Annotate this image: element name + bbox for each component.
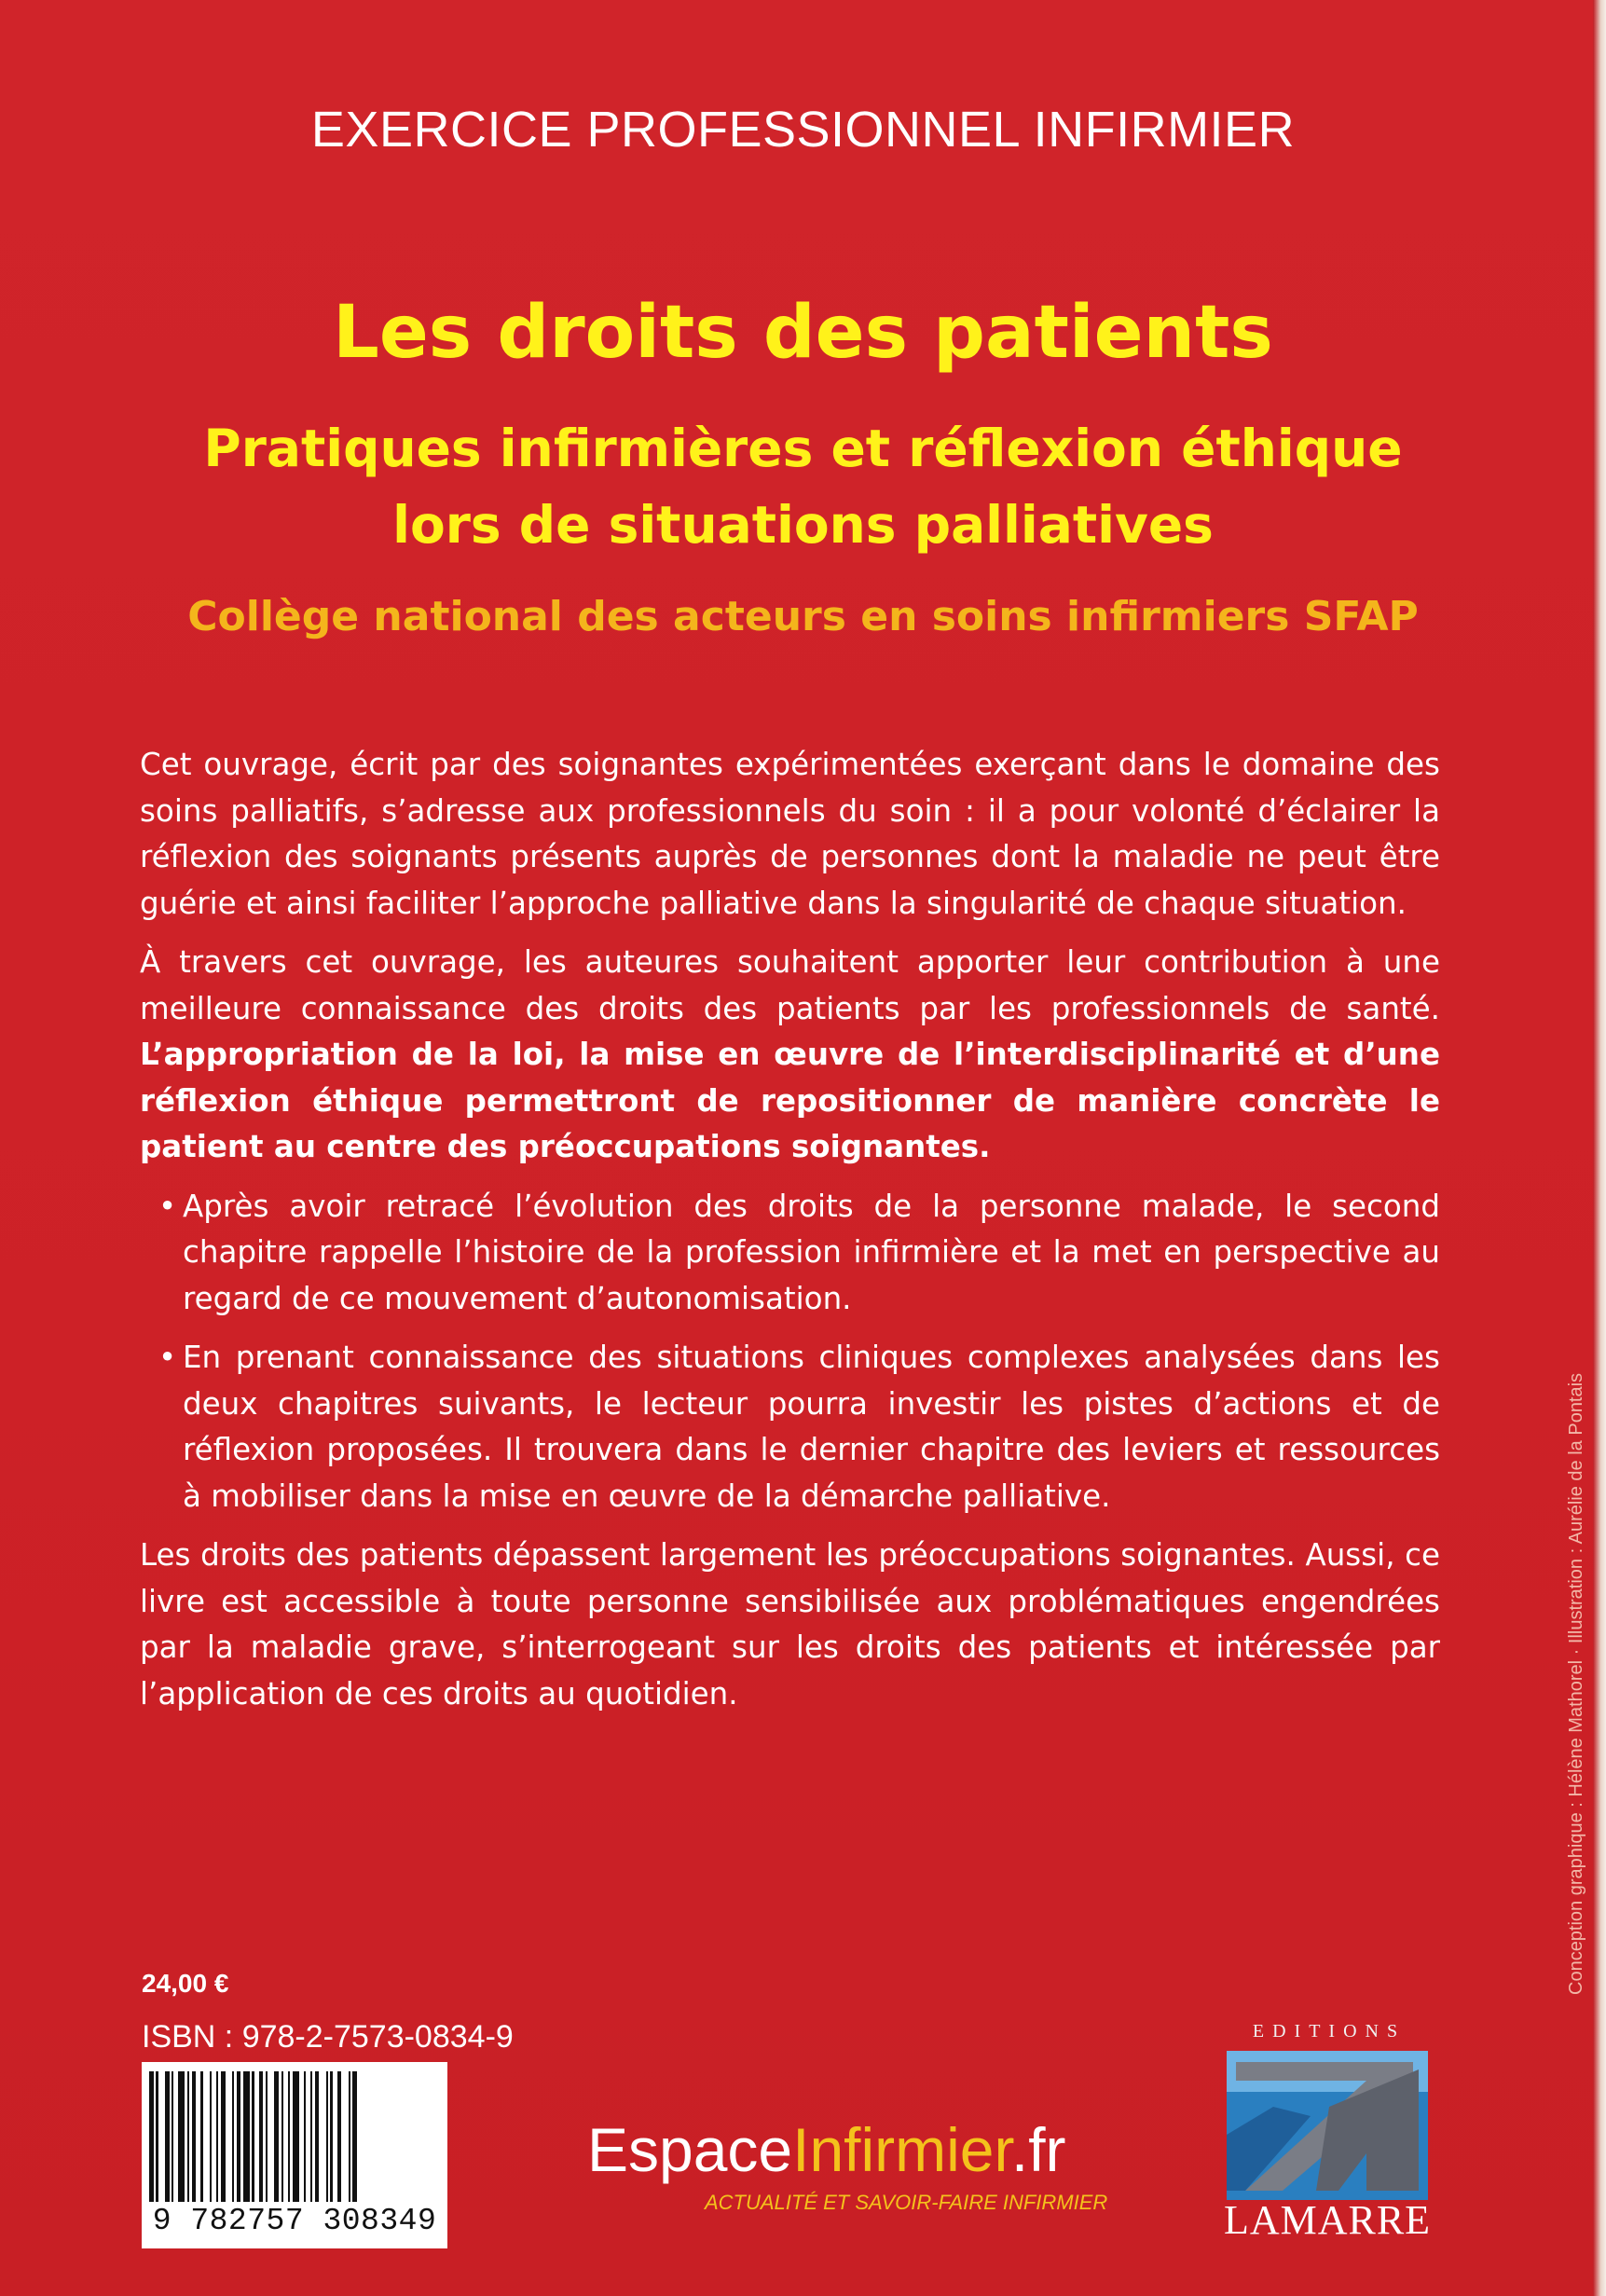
blurb xyxy=(140,742,1440,1730)
barcode-bar xyxy=(304,2071,306,2202)
site-name-part-3: .fr xyxy=(1010,2115,1066,2184)
barcode-bar xyxy=(156,2071,158,2202)
barcode-bar xyxy=(237,2071,241,2202)
author-college: Collège national des acteurs en soins infirmiers SFAP xyxy=(187,593,1419,640)
barcode xyxy=(142,2062,447,2248)
barcode-bar xyxy=(243,2071,250,2202)
barcode-bar xyxy=(326,2071,328,2202)
barcode-bar xyxy=(288,2071,290,2202)
barcode-digits: 9 782757 308349 xyxy=(152,2204,437,2238)
barcode-bar xyxy=(349,2071,350,2202)
publisher-label: EDITIONS xyxy=(1252,2021,1407,2042)
barcode-bar xyxy=(281,2071,283,2202)
barcode-bar xyxy=(172,2071,173,2202)
barcode-bar xyxy=(274,2071,279,2202)
design-credit: Conception graphique : Hélène Mathorel · Illustration : Aurélie de la Pontais xyxy=(1566,1372,1586,1995)
barcode-bar xyxy=(178,2071,185,2202)
barcode-bar xyxy=(210,2071,212,2202)
series-heading: EXERCICE PROFESSIONNEL INFIRMIER xyxy=(310,102,1296,158)
barcode-bar xyxy=(149,2071,154,2202)
bullet-dot-icon: • xyxy=(158,1188,177,1224)
bullet-item xyxy=(158,1184,1440,1323)
book-title: Les droits des patients xyxy=(333,291,1273,375)
blurb-bullet-list xyxy=(140,1184,1440,1520)
publisher-logo-icon xyxy=(1227,2051,1428,2200)
price: 24,00 € xyxy=(142,1969,229,1998)
barcode-bar xyxy=(310,2071,312,2202)
barcode-bar xyxy=(221,2071,226,2202)
book-subtitle xyxy=(0,410,1606,563)
barcode-bar xyxy=(187,2071,189,2202)
publisher-name: LAMARRE xyxy=(1223,2197,1432,2243)
website-tagline: ACTUALITÉ ET SAVOIR-FAIRE INFIRMIER xyxy=(705,2191,1108,2214)
barcode-bar xyxy=(352,2071,357,2202)
barcode-bar xyxy=(259,2071,264,2202)
bullet-item xyxy=(158,1335,1440,1519)
subtitle-line-2: lors de situations palliatives xyxy=(392,495,1214,555)
barcode-bar xyxy=(266,2071,268,2202)
barcode-bar xyxy=(252,2071,254,2202)
barcode-bar xyxy=(165,2071,170,2202)
barcode-bar xyxy=(315,2071,320,2202)
bullet-text: En prenant connaissance des situations cliniques complexes analysées dans les deux chapitres suivants, le lecteur pourra investir les pistes d’actions et de réflexion proposées. Il trouvera dans le dernier chapitre des leviers et ressources à mobiliser dans la mise en œuvre de la démarche palliative. xyxy=(183,1340,1440,1514)
bullet-dot-icon: • xyxy=(158,1340,177,1375)
barcode-bar xyxy=(200,2071,202,2202)
barcode-bar xyxy=(216,2071,218,2202)
isbn: ISBN : 978-2-7573-0834-9 xyxy=(142,2019,514,2055)
website-logo xyxy=(587,2114,1066,2185)
blurb-paragraph-1: Cet ouvrage, écrit par des soignantes expérimentées exerçant dans le domaine des soins palliatifs, s’adresse aux professionnels du soin : il a pour volonté d’éclairer la réflexion des soignants présents auprès de personnes dont la maladie ne peut être guérie et ainsi faciliter l’approche palliative dans la singularité de chaque situation. xyxy=(140,747,1440,921)
barcode-bar xyxy=(293,2071,299,2202)
paragraph-2-regular: À travers cet ouvrage, les auteures souhaitent apporter leur contribution à une meilleure connaissance des droits des patients par les professionnels de santé. xyxy=(140,944,1440,1026)
barcode-bar xyxy=(330,2071,332,2202)
blurb-paragraph-2 xyxy=(140,940,1440,1171)
subtitle-line-1: Pratiques infirmières et réflexion éthique xyxy=(203,419,1403,478)
paragraph-2-bold: L’appropriation de la loi, la mise en œuvre de l’interdisciplinarité et d’une réflexion éthique permettront de repositionner de manière concrète le patient au centre des préoccupations soignantes. xyxy=(140,1037,1440,1164)
barcode-bar xyxy=(192,2071,197,2202)
barcode-bars-icon xyxy=(149,2071,440,2202)
site-name-part-1: Espace xyxy=(587,2115,793,2184)
barcode-bar xyxy=(232,2071,234,2202)
site-name-part-2: Infirmier xyxy=(792,2115,1011,2184)
bullet-text: Après avoir retracé l’évolution des droits de la personne malade, le second chapitre rappelle l’histoire de la profession infirmière et la met en perspective au regard de ce mouvement d’autonomisation. xyxy=(183,1188,1440,1316)
barcode-bar xyxy=(337,2071,342,2202)
blurb-paragraph-3: Les droits des patients dépassent largement les préoccupations soignantes. Aussi, ce livre est accessible à toute personne sensibilisée aux problématiques engendrées par la maladie grave, s’interrogeant sur les droits des patients et intéressée par l’application de ces droits au quotidien. xyxy=(140,1537,1440,1712)
